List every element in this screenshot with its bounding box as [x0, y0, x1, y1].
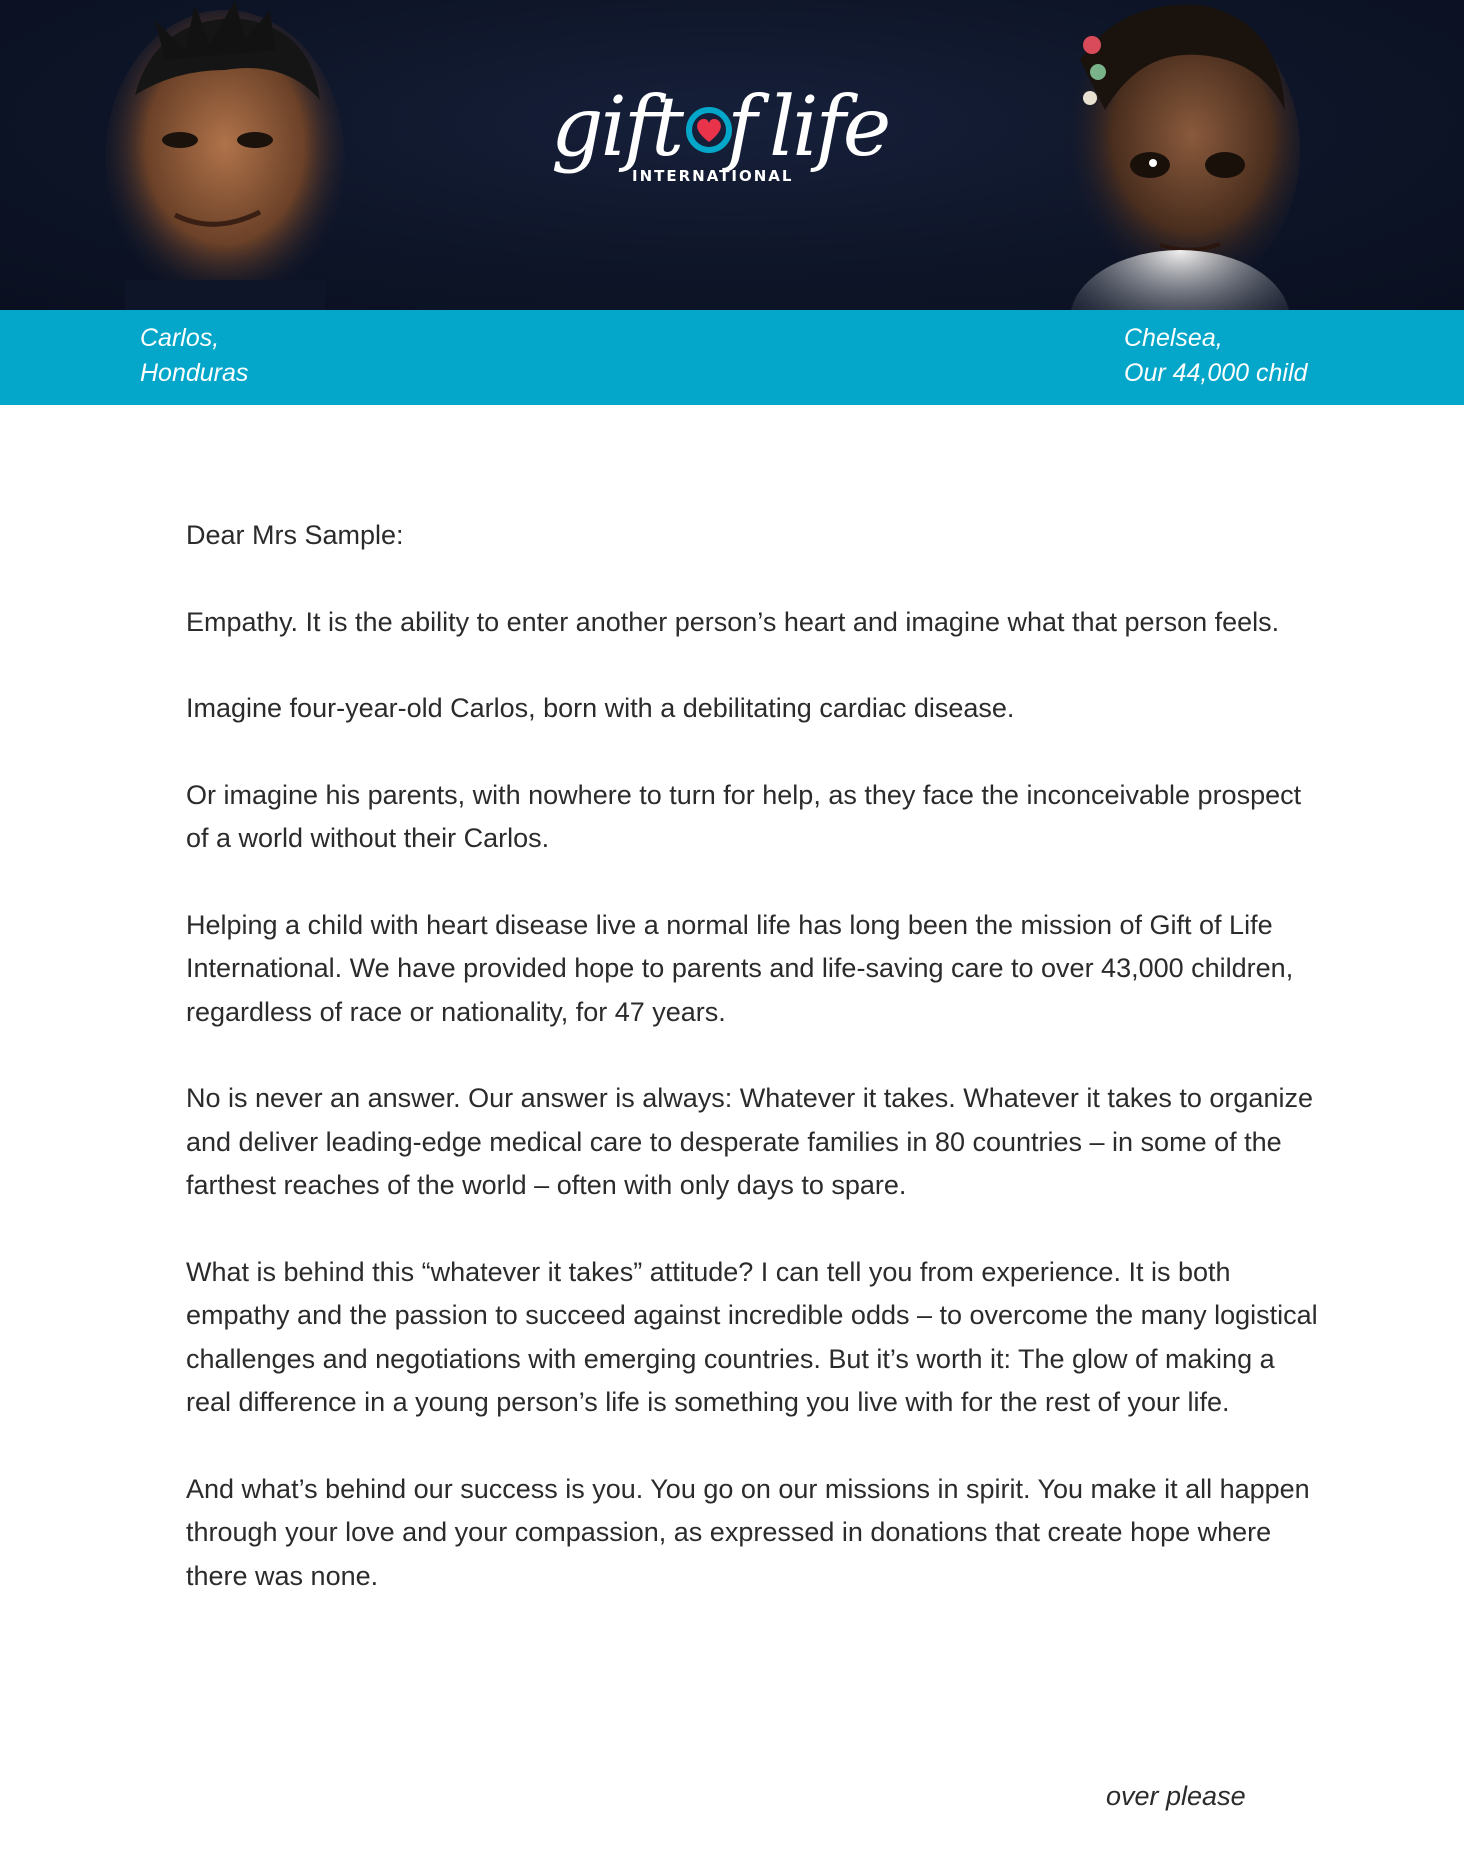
header-banner — [0, 0, 1464, 310]
letter-body — [186, 514, 1326, 1641]
caption-strip — [0, 310, 1464, 405]
caption-carlos-place: Honduras — [140, 359, 249, 387]
chelsea-portrait — [1030, 0, 1310, 310]
carlos-portrait — [95, 0, 355, 310]
paragraph-mission: Helping a child with heart disease live a normal life has long been the mission of Gift of Life International. We have provided hope to parents and life-saving care to over 43,000 children, regardless of race or nationality, for 47 years. — [186, 909, 1294, 1027]
paragraph-empathy: Empathy. It is the ability to enter another person’s heart and imagine what that person feels. — [186, 606, 1280, 637]
caption-chelsea-note: Our 44,000 child — [1124, 359, 1308, 387]
paragraph-imagine-carlos: Imagine four-year-old Carlos, born with a debilitating cardiac disease. — [186, 693, 1015, 723]
logo-word-life: life — [769, 80, 889, 175]
paragraph-success: And what’s behind our success is you. You go on our missions in spirit. You make it all happen through your love and your compassion, as expressed in donations that create hope where there was none. — [186, 1473, 1310, 1591]
logo-word-gift: gift — [551, 80, 682, 175]
paragraph-whatever-it-takes: No is never an answer. Our answer is always: Whatever it takes. Whatever it takes to organize and deliver leading-edge medical care to desperate families in 80 countries – in some of the farthest reaches of the world – often with only days to spare. — [186, 1083, 1313, 1200]
heart-icon — [685, 106, 733, 154]
caption-carlos — [140, 321, 248, 391]
gift-of-life-logo — [549, 78, 889, 198]
caption-carlos-name: Carlos, — [140, 324, 220, 352]
logo-word-of: f — [727, 80, 755, 175]
logo-subtitle: INTERNATIONAL — [632, 167, 794, 185]
paragraph-imagine-parents: Or imagine his parents, with nowhere to turn for help, as they face the inconceivable prospect of a world without their Carlos. — [186, 779, 1302, 853]
caption-chelsea-name: Chelsea, — [1124, 324, 1223, 352]
caption-chelsea — [1124, 321, 1307, 391]
paragraph-attitude: What is behind this “whatever it takes” attitude? I can tell you from experience. It is both empathy and the passion to succeed against incredible odds – to overcome the many logistical challenges and negotiations with emerging countries. But it’s worth it: The glow of making a real difference in a young person’s life is something you live with for the rest of your life. — [186, 1256, 1318, 1417]
over-please-note: over please — [1106, 1781, 1246, 1811]
salutation: Dear Mrs Sample: — [186, 520, 404, 550]
